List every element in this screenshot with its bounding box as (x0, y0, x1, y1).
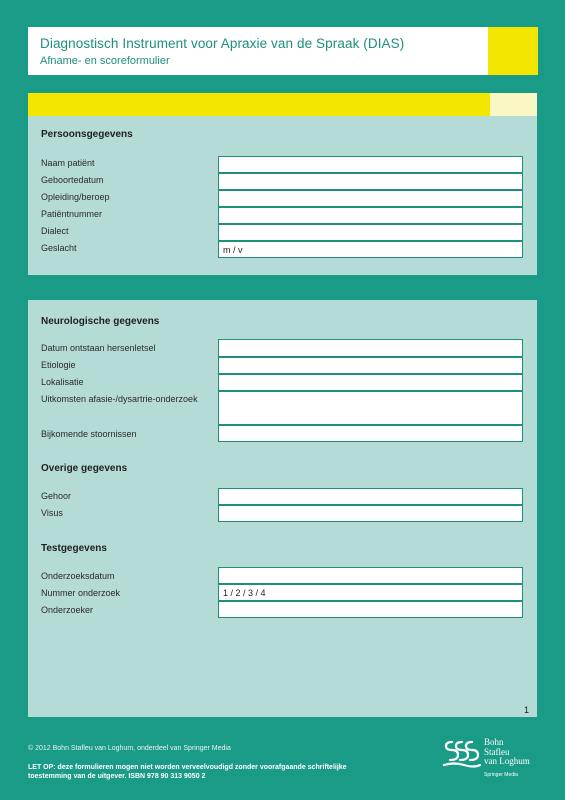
label-bijkomende-stoornissen: Bijkomende stoornissen (41, 429, 137, 439)
field-geslacht[interactable]: m / v (218, 241, 523, 258)
publisher-logo (440, 736, 540, 786)
publisher-emblem-icon (442, 738, 482, 768)
publisher-subbrand: Springer Media (484, 772, 518, 778)
form-header (28, 27, 538, 75)
header-accent (488, 27, 538, 75)
field-etiologie[interactable] (218, 357, 523, 374)
accent-bar-light (490, 93, 537, 116)
label-dialect: Dialect (41, 226, 69, 236)
field-gehoor[interactable] (218, 488, 523, 505)
label-onderzoeksdatum: Onderzoeksdatum (41, 571, 115, 581)
section-title-testgegevens: Testgegevens (41, 543, 107, 554)
medical-data-panel (28, 300, 537, 717)
field-nummer-onderzoek[interactable]: 1 / 2 / 3 / 4 (218, 584, 523, 601)
field-bijkomende-stoornissen[interactable] (218, 425, 523, 442)
label-opleiding-beroep: Opleiding/beroep (41, 192, 110, 202)
page-number: 1 (524, 705, 530, 715)
publisher-name-line3: van Loghum (484, 756, 530, 766)
field-dialect[interactable] (218, 224, 523, 241)
field-onderzoeksdatum[interactable] (218, 567, 523, 584)
publisher-name-line2: Stafleu (484, 746, 510, 757)
field-visus[interactable] (218, 505, 523, 522)
label-uitkomsten: Uitkomsten afasie-/dysartrie-onderzoek (41, 394, 198, 404)
label-etiologie: Etiologie (41, 360, 76, 370)
form-title: Diagnostisch Instrument voor Apraxie van de Spraak (DIAS) (40, 36, 405, 51)
label-patientnummer: Patiëntnummer (41, 209, 103, 219)
field-naam-patient[interactable] (218, 156, 523, 173)
field-lokalisatie[interactable] (218, 374, 523, 391)
field-patientnummer[interactable] (218, 207, 523, 224)
field-onderzoeker[interactable] (218, 601, 523, 618)
label-geboortedatum: Geboortedatum (41, 175, 104, 185)
label-geslacht: Geslacht (41, 243, 77, 253)
label-visus: Visus (41, 508, 63, 518)
copy-notice: LET OP: deze formulieren mogen niet worden verveelvoudigd zonder voorafgaande schriftelijke toestemming van de uitgever. ISBN 978 90 313 9050 2 (28, 764, 347, 780)
field-opleiding-beroep[interactable] (218, 190, 523, 207)
accent-bar (28, 93, 537, 116)
copyright-text: © 2012 Bohn Stafleu van Loghum, onderdeel van Springer Media (28, 745, 231, 752)
label-onderzoeker: Onderzoeker (41, 605, 94, 615)
section-title-overige: Overige gegevens (41, 463, 128, 474)
field-datum-hersenletsel[interactable] (218, 339, 523, 357)
field-geboortedatum[interactable] (218, 173, 523, 190)
field-uitkomsten[interactable] (218, 391, 523, 425)
publisher-name (484, 738, 530, 767)
section-title-persoonsgegevens: Persoonsgegevens (41, 129, 133, 140)
label-nummer-onderzoek: Nummer onderzoek (41, 588, 121, 598)
label-lokalisatie: Lokalisatie (41, 377, 84, 387)
label-datum-hersenletsel: Datum ontstaan hersenletsel (41, 343, 156, 353)
personal-data-panel (28, 93, 537, 275)
section-title-neurologische: Neurologische gegevens (41, 316, 160, 327)
publisher-name-line1: Bohn (484, 737, 504, 747)
label-naam-patient: Naam patiënt (41, 158, 95, 168)
form-subtitle: Afname- en scoreformulier (40, 55, 170, 67)
label-gehoor: Gehoor (41, 491, 72, 501)
